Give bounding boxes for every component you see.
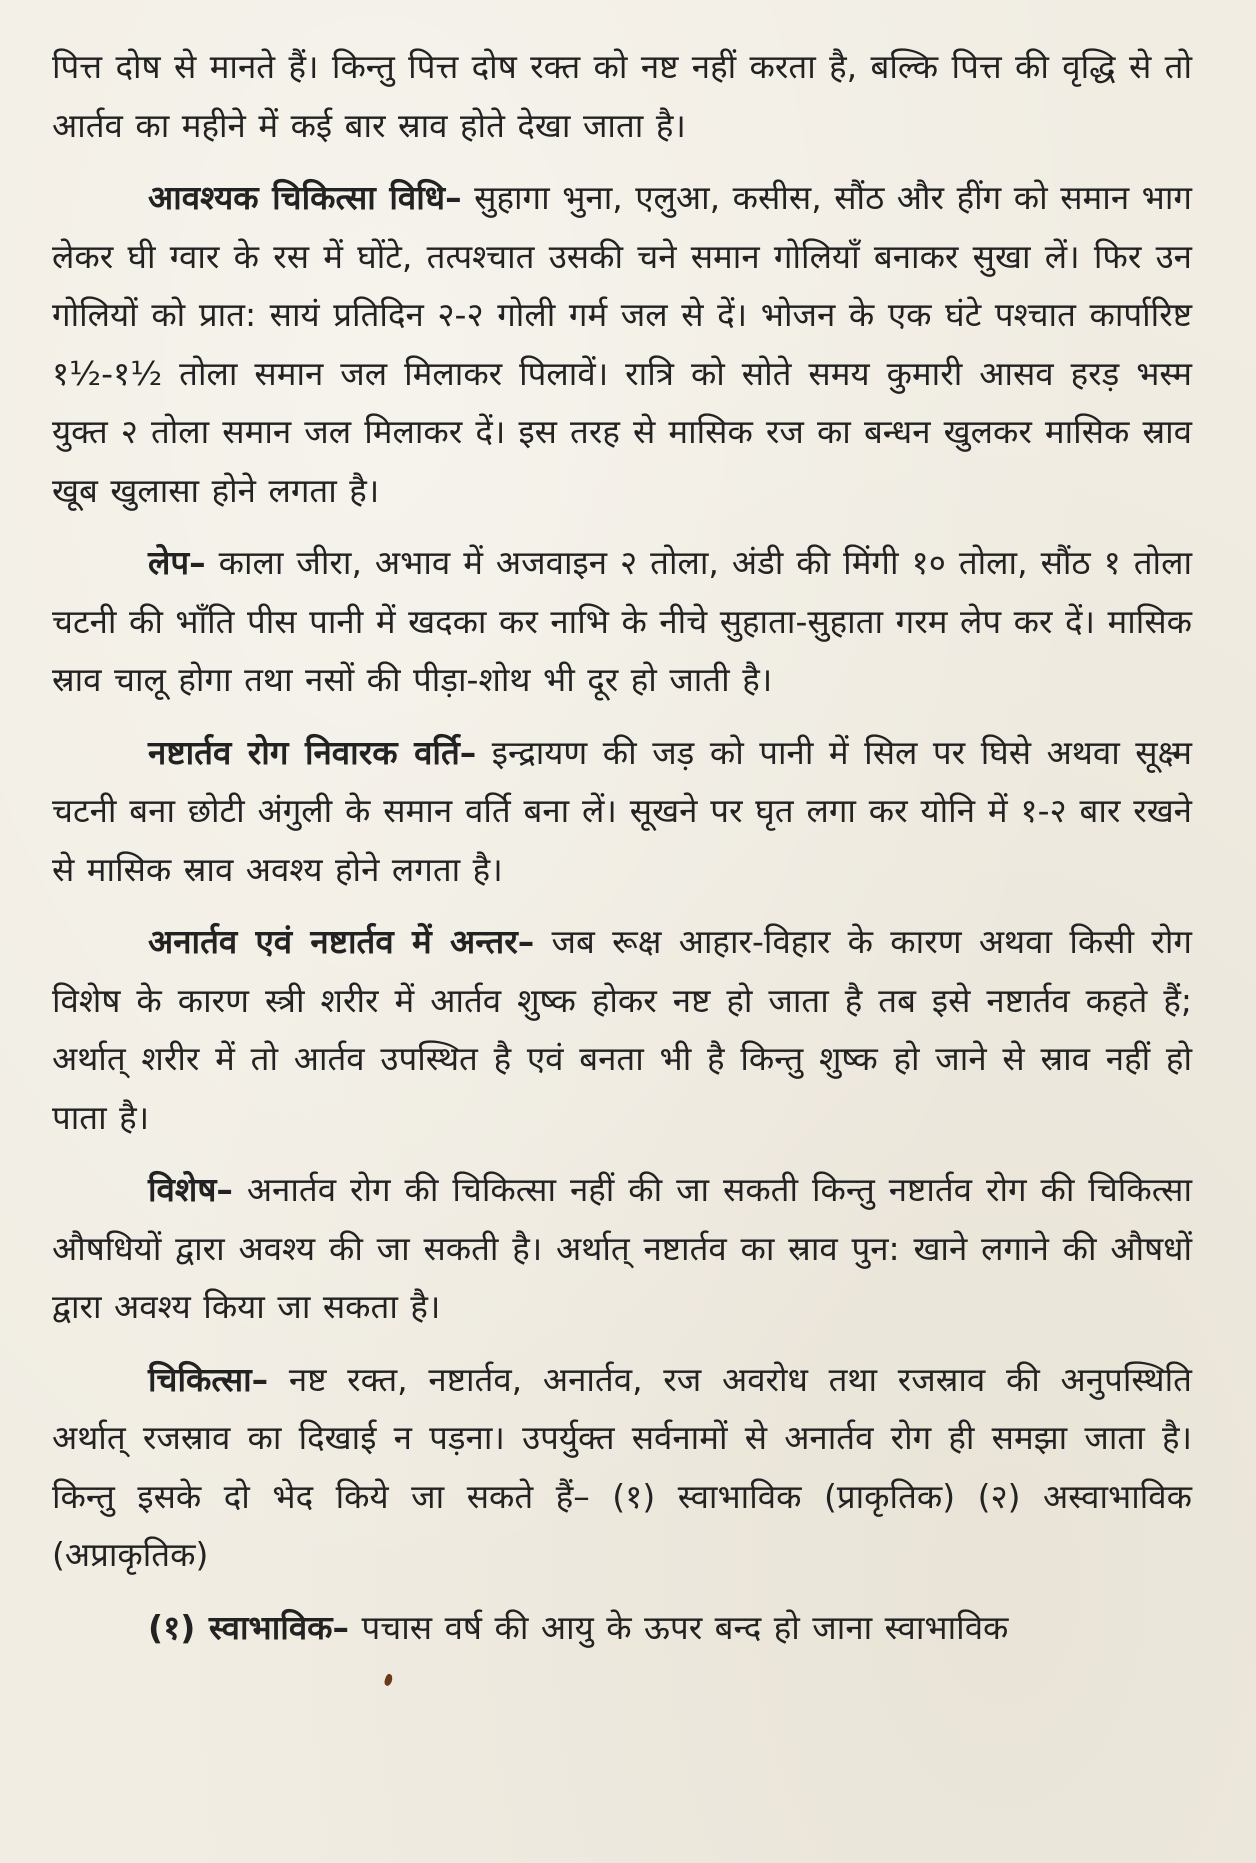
paragraph-heading: अनार्तव एवं नष्टार्तव में अन्तर– [148,922,535,961]
paragraph-heading: लेप– [148,543,206,582]
paragraph-difference [52,913,1192,1147]
paragraph-heading: (१) स्वाभाविक– [148,1607,350,1647]
paragraph-special [52,1161,1192,1337]
paragraph-text: जब रूक्ष आहार-विहार के कारण अथवा किसी रोग विशेष के कारण स्त्री शरीर में आर्तव शुष्क होकर नष्ट हो जाता है तब इसे नष्टार्तव कहते हैं; अर्थात् शरीर में तो आर्तव उपस्थित है एवं बनता भी है किन्तु शुष्क हो जाने से स्राव नहीं हो पाता है। [52,922,1192,1137]
paragraph-treatment [52,1351,1192,1585]
paragraph-text: अनार्तव रोग की चिकित्सा नहीं की जा सकती किन्तु नष्टार्तव रोग की चिकित्सा औषधियों द्वारा अवश्य की जा सकती है। अर्थात् नष्टार्तव का स्राव पुन: खाने लगाने की औषधों द्वारा अवश्य किया जा सकता है। [52,1170,1192,1326]
paragraph-text: इन्द्रायण की जड़ को पानी में सिल पर घिसे अथवा सूक्ष्म चटनी बना छोटी अंगुली के समान वर्ति बना लें। सूखने पर घृत लगा कर योनि में १-२ बार रखने से मासिक स्राव अवश्य होने लगता है। [52,732,1193,889]
paragraph-heading: आवश्यक चिकित्सा विधि– [148,178,462,217]
paragraph-text: नष्ट रक्त, नष्टार्तव, अनार्तव, रज अवरोध तथा रजस्राव की अनुपस्थिति अर्थात् रजस्राव का दिखाई न पड़ना। उपर्युक्त सर्वनामों से अनार्तव रोग ही समझा जाता है। किन्तु इसके दो भेद किये जा सकते हैं– (१) स्वाभाविक (प्राकृतिक) (२) अस्वाभाविक (अप्राकृतिक) [52,1359,1192,1574]
paragraph-paste [52,534,1192,710]
paragraph-text: पित्त दोष से मानते हैं। किन्तु पित्त दोष रक्त को नष्ट नहीं करता है, बल्कि पित्त की वृद्धि से तो आर्तव का महीने में कई बार स्राव होते देखा जाता है। [52,47,1192,145]
paragraph-text: सुहागा भुना, एलुआ, कसीस, सौंठ और हींग को समान भाग लेकर घी ग्वार के रस में घोंटे, तत्पश्चात उसकी चने समान गोलियाँ बनाकर सुखा लें। फिर उन गोलियों को प्रात: सायं प्रतिदिन २-२ गोली गर्म जल से दें। भोजन के एक घंटे पश्चात कार्पारिष्ट १½-१½ तोला समान जल मिलाकर पिलावें। रात्रि को सोते समय कुमारी आसव हरड़ भस्म युक्त २ तोला समान जल मिलाकर दें। इस तरह से मासिक रज का बन्धन खुलकर मासिक स्राव खूब खुलासा होने लगता है। [52,178,1193,510]
paragraph-heading: विशेष– [148,1170,233,1209]
ink-speck [383,1673,394,1687]
paragraph-text: पचास वर्ष की आयु के ऊपर बन्द हो जाना स्वाभाविक [349,1607,1009,1647]
paragraph-text: काला जीरा, अभाव में अजवाइन २ तोला, अंडी की मिंगी १० तोला, सौंठ १ तोला चटनी की भाँति पीस पानी में खदका कर नाभि के नीचे सुहाता-सुहाता गरम लेप कर दें। मासिक स्राव चालू होगा तथा नसों की पीड़ा-शोथ भी दूर हो जाती है। [52,543,1192,699]
paragraph-varti [52,724,1192,900]
paragraph-heading: नष्टार्तव रोग निवारक वर्ति– [148,732,477,772]
paragraph-treatment-method [52,169,1192,520]
paragraph-natural [52,1599,1192,1658]
document-page [52,38,1192,1671]
paragraph-heading: चिकित्सा– [148,1359,269,1399]
paragraph-continuation [52,38,1192,155]
